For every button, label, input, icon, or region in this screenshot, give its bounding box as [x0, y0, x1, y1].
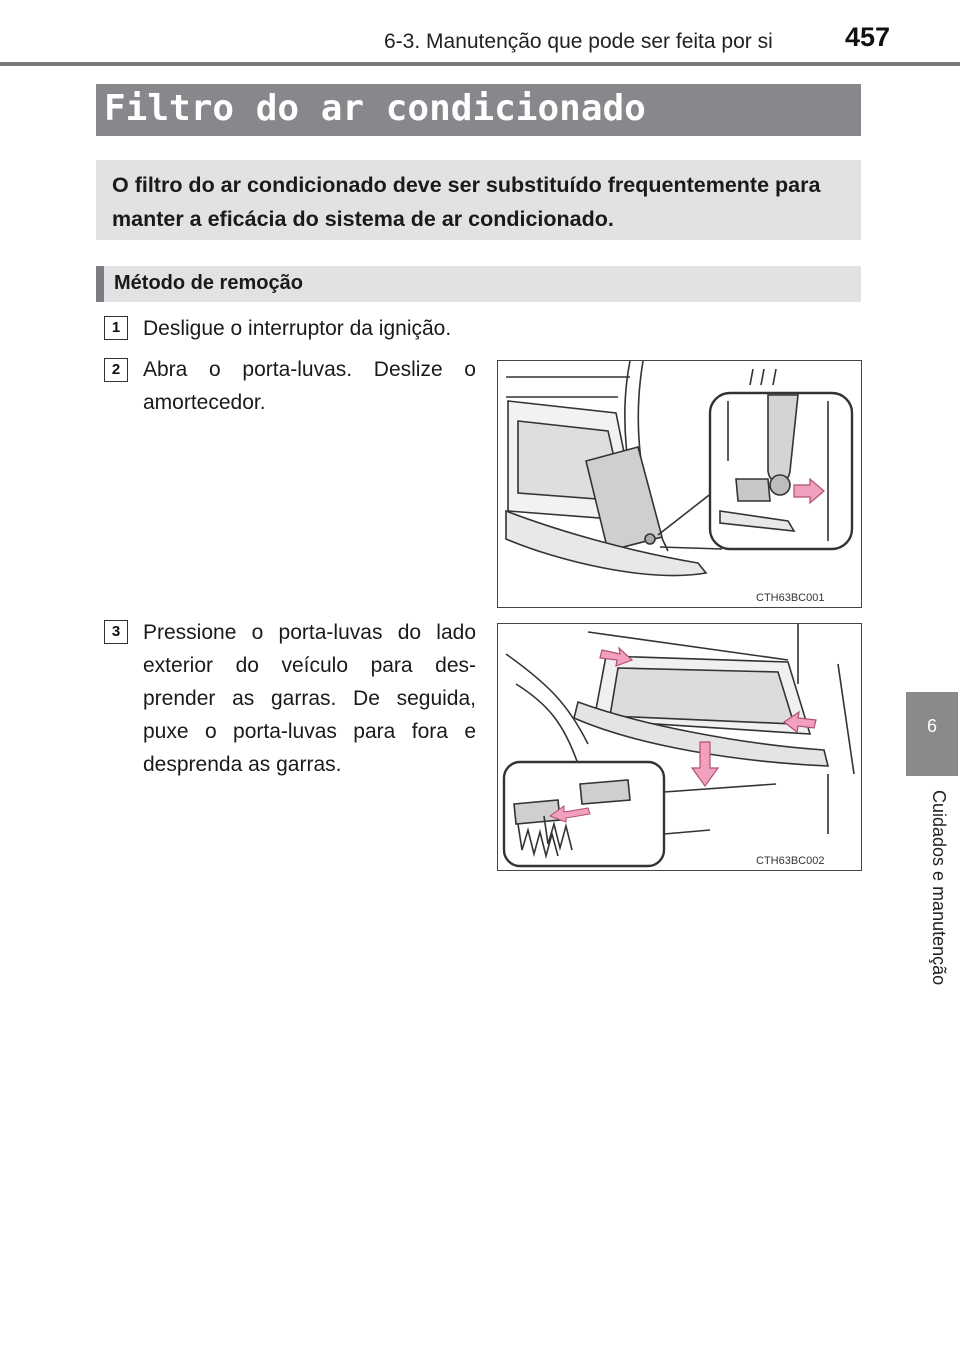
glovebox-damper-illustration — [498, 361, 861, 607]
step-text-3: Pressione o porta-luvas do lado exterior do veículo para des-prender as garras. De seguida, puxe o porta-luvas para fora e desprenda as garras. — [143, 621, 476, 776]
step-text-2: Abra o porta-luvas. Deslize o amortecedor. — [143, 358, 476, 414]
step-number-3: 3 — [104, 620, 128, 644]
step-number-1: 1 — [104, 316, 128, 340]
page-number: 457 — [845, 22, 891, 52]
running-header: 6-3. Manutenção que pode ser feita por si — [384, 30, 773, 53]
figure-code-1: CTH63BC001 — [756, 592, 825, 604]
step-number-2: 2 — [104, 358, 128, 382]
glovebox-claws-illustration — [498, 624, 861, 870]
page-title: Filtro do ar condicionado — [104, 88, 646, 129]
chapter-label: Cuidados e manutenção — [929, 790, 949, 986]
section-heading: Método de remoção — [114, 272, 303, 294]
header-rule — [0, 62, 960, 66]
step-text-1: Desligue o interruptor da ignição. — [143, 317, 452, 340]
figure-code-2: CTH63BC002 — [756, 855, 825, 867]
figure-glovebox-claws — [497, 623, 862, 871]
chapter-number: 6 — [926, 716, 937, 736]
section-accent — [96, 266, 104, 302]
intro-text: O filtro do ar condicionado deve ser substituído frequentemente para manter a eficácia do sistema de ar condicionado. — [112, 173, 821, 231]
figure-glovebox-damper — [497, 360, 862, 608]
